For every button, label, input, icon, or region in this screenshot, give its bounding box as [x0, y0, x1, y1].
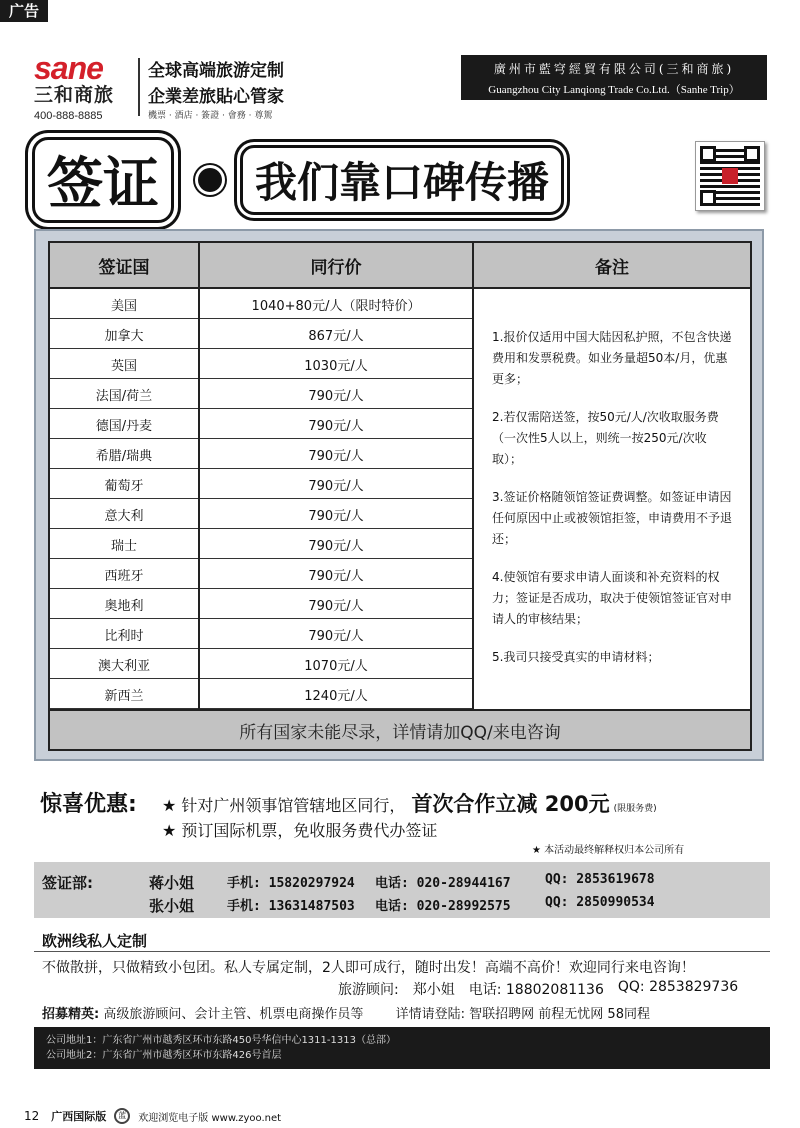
contact-name: 张小姐 — [149, 897, 195, 915]
cell-country: 新西兰 — [50, 679, 200, 709]
contact-qq: QQ: 2853619678 — [545, 872, 655, 887]
cell-country: 葡萄牙 — [50, 469, 200, 499]
europe-divider — [34, 951, 770, 952]
slogan-line2: 企業差旅貼心管家 — [148, 87, 284, 107]
promo-line-1 — [162, 788, 657, 818]
recruitment — [42, 1003, 650, 1022]
magazine-logo-icon: 蓝 — [114, 1108, 130, 1124]
europe-advisor — [338, 979, 752, 999]
cell-price: 790元/人 — [200, 379, 474, 409]
cell-country: 希腊/瑞典 — [50, 439, 200, 469]
ad-tag: 广告 — [0, 0, 48, 22]
qr-code-icon — [700, 146, 760, 206]
cell-price: 790元/人 — [200, 439, 474, 469]
table-row — [50, 409, 474, 439]
promo-line-2: ★ 预订国际机票，免收服务费代办签证 — [162, 821, 438, 840]
address-2: 公司地址2：广东省广州市越秀区环市东路426号首层 — [46, 1050, 282, 1061]
cell-country: 意大利 — [50, 499, 200, 529]
logo-phone: 400-888-8885 — [34, 110, 103, 122]
contact-row — [149, 872, 655, 893]
cell-price: 790元/人 — [200, 589, 474, 619]
cell-country: 加拿大 — [50, 319, 200, 349]
table-row — [50, 589, 474, 619]
table-row — [50, 649, 474, 679]
logo-divider — [138, 58, 140, 116]
note-3: 3.签证价格随领馆签证费调整。如签证申请因任何原因中止或被领馆拒签，申请费用不予退还； — [492, 490, 733, 546]
advisor-label: 旅游顾问: — [338, 982, 399, 998]
brand-logo — [34, 52, 134, 122]
cell-price: 790元/人 — [200, 619, 474, 649]
notes-cell — [474, 289, 750, 709]
logo-latin: sane — [34, 50, 103, 86]
cell-price: 790元/人 — [200, 469, 474, 499]
table-grid — [48, 241, 752, 751]
cell-country: 奥地利 — [50, 589, 200, 619]
table-row — [50, 619, 474, 649]
cell-country: 西班牙 — [50, 559, 200, 589]
logo-chinese: 三和商旅 — [34, 84, 115, 106]
header-price: 同行价 — [200, 243, 474, 289]
contact-row — [149, 895, 655, 916]
cell-country: 英国 — [50, 349, 200, 379]
cell-country: 德国/丹麦 — [50, 409, 200, 439]
company-name-en: Guangzhou City Lanqiong Trade Co.Ltd.（Sanhe Trip） — [488, 84, 740, 96]
headline — [32, 140, 564, 220]
contacts-label: 签证部: — [42, 874, 93, 892]
promo-line1-emphasis: 首次合作立减 200元 — [411, 792, 610, 816]
cell-price: 790元/人 — [200, 499, 474, 529]
cell-price: 1040+80元/人（限时特价） — [200, 289, 474, 319]
recruit-label: 招募精英: — [42, 1007, 100, 1022]
headline-visa: 签证 — [32, 137, 174, 223]
address-1: 公司地址1：广东省广州市越秀区环市东路450号华信中心1311-1313（总部） — [46, 1035, 396, 1046]
europe-title: 欧洲线私人定制 — [42, 932, 148, 950]
cell-price: 790元/人 — [200, 559, 474, 589]
advisor-qq: QQ: 2853829736 — [617, 979, 739, 995]
table-row — [50, 679, 474, 709]
table-row — [50, 469, 474, 499]
headline-slogan: 我们靠口碑传播 — [240, 145, 564, 215]
slogan-services: 機票 · 酒店 · 簽證 · 會務 · 尊駕 — [148, 111, 273, 121]
header-notes: 备注 — [474, 243, 750, 289]
contact-mobile: 手机: 13631487503 — [227, 899, 355, 914]
ebook-link[interactable]: 欢迎浏览电子版 www.zyoo.net — [138, 1112, 282, 1124]
note-1: 1.报价仅适用中国大陆因私护照，不包含快递费用和发票税费。如业务量超50本/月，优惠更多； — [492, 330, 732, 386]
promo-line1-prefix: ★ 针对广州领事馆管辖地区同行， — [162, 796, 406, 815]
cell-country: 瑞士 — [50, 529, 200, 559]
company-banner — [461, 55, 767, 100]
advisor-name: 郑小姐 — [412, 982, 455, 998]
qr-code — [695, 141, 765, 211]
table-row — [50, 529, 474, 559]
note-4: 4.使领馆有要求申请人面谈和补充资料的权力；签证是否成功，取决于使领馆签证官对申请人的审核结果； — [492, 570, 733, 626]
cell-price: 790元/人 — [200, 529, 474, 559]
cell-price: 790元/人 — [200, 409, 474, 439]
contact-tel: 电话: 020-28944167 — [375, 876, 511, 891]
contact-mobile: 手机: 15820297924 — [227, 876, 355, 891]
advisor-tel: 电话: 18802081136 — [468, 982, 604, 998]
slogan-line1: 全球高端旅游定制 — [148, 61, 284, 81]
magazine-brand: 广西国际版 — [51, 1110, 107, 1123]
cell-price: 867元/人 — [200, 319, 474, 349]
company-name-cn: 廣州市藍穹經貿有限公司(三和商旅) — [493, 62, 735, 76]
header-country: 签证国 — [50, 243, 200, 289]
cell-country: 法国/荷兰 — [50, 379, 200, 409]
note-5: 5.我司只接受真实的申请材料； — [492, 650, 660, 664]
contact-name: 蒋小姐 — [149, 874, 195, 892]
headline-dot-icon — [198, 168, 222, 192]
cell-country: 比利时 — [50, 619, 200, 649]
visa-contacts — [34, 862, 770, 918]
cell-country: 美国 — [50, 289, 200, 319]
table-footer: 所有国家未能尽录，详情请加QQ/来电咨询 — [50, 709, 750, 749]
promo-line1-suffix: (限服务费) — [613, 804, 657, 814]
table-row — [50, 319, 474, 349]
table-row — [50, 289, 474, 319]
visa-price-table — [34, 229, 764, 761]
cell-country: 澳大利亚 — [50, 649, 200, 679]
recruit-login-label: 详情请登陆: — [395, 1007, 466, 1022]
cell-price: 1070元/人 — [200, 649, 474, 679]
promo-disclaimer: ★ 本活动最终解释权归本公司所有 — [532, 845, 685, 856]
cell-price: 1030元/人 — [200, 349, 474, 379]
contact-qq: QQ: 2850990534 — [545, 895, 655, 910]
recruit-positions: 高级旅游顾问、会计主管、机票电商操作员等 — [103, 1007, 364, 1022]
table-row — [50, 349, 474, 379]
page-number: 12 — [24, 1109, 40, 1123]
promo-title: 惊喜优惠: — [40, 792, 137, 817]
note-2: 2.若仅需陪送签，按50元/人/次收取服务费（一次性5人以上，则统一按250元/次收取）； — [492, 410, 719, 466]
cell-price: 1240元/人 — [200, 679, 474, 709]
table-row — [50, 379, 474, 409]
europe-description: 不做散拼，只做精致小包团。私人专属定制，2人即可成行，随时出发！高端不高价！欢迎同行来电咨询！ — [42, 960, 695, 976]
recruit-sites: 智联招聘网 前程无忧网 58同程 — [469, 1007, 650, 1022]
table-row — [50, 499, 474, 529]
address-band — [34, 1027, 770, 1069]
contact-tel: 电话: 020-28992575 — [375, 899, 511, 914]
table-row — [50, 559, 474, 589]
page-footer — [24, 1108, 281, 1124]
table-row — [50, 439, 474, 469]
